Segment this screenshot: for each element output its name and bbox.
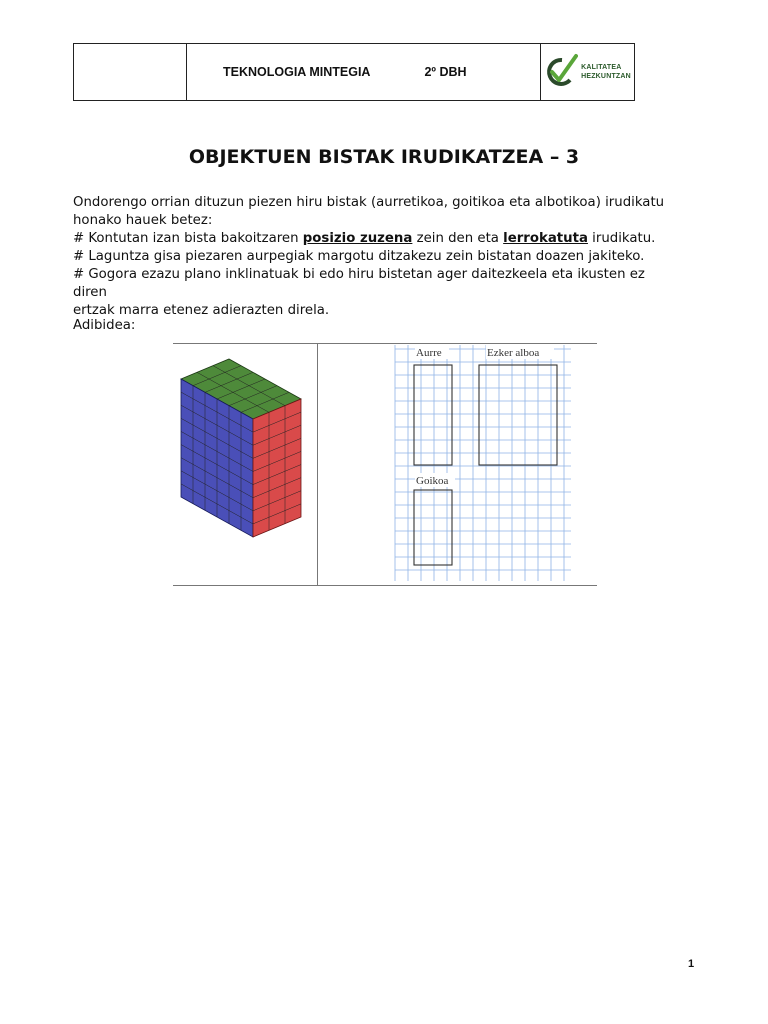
- intro-line-1: Ondorengo orrian dituzun piezen hiru bistak (aurretikoa, goitikoa eta albotikoa) irudikatu: [73, 195, 665, 210]
- page-number: 1: [688, 958, 695, 970]
- label-side-view: Ezker alboa: [487, 347, 540, 359]
- logo-text-line1: KALITATEA: [581, 64, 622, 71]
- isometric-block: [181, 359, 301, 537]
- front-view-frame: [414, 365, 452, 465]
- header-empty-cell: [74, 44, 187, 100]
- bullet-3-line-1: # Gogora ezazu plano inklinatuak bi edo hiru bistetan ager daitezkeela eta ikusten ez diren: [73, 267, 645, 300]
- label-front-view: Aurre: [416, 347, 442, 359]
- header-info-cell: [187, 44, 541, 100]
- bullet-1: [73, 230, 673, 248]
- block-right-face: [253, 399, 301, 537]
- bullet-3-line-2: ertzak marra etenez adierazten direla.: [73, 303, 330, 318]
- logo-cell: [541, 44, 634, 100]
- side-view-frame: [479, 365, 557, 465]
- department-name: TEKNOLOGIA MINTEGIA: [223, 65, 371, 79]
- figure-drawing: [173, 343, 597, 586]
- view-frames: [414, 365, 557, 565]
- header-table: [73, 43, 635, 101]
- logo-text-line2: HEZKUNTZAN: [581, 73, 631, 80]
- bullet-1-emphasis-1: posizio zuzena: [302, 231, 413, 246]
- instructions: [73, 194, 673, 320]
- top-view-frame: [414, 490, 452, 565]
- bullet-1-post: irudikatu.: [587, 231, 656, 246]
- example-label: Adibidea:: [73, 318, 136, 333]
- bullet-1-mid: zein den eta: [412, 231, 504, 246]
- label-top-view: Goikoa: [416, 475, 449, 487]
- bullet-1-pre: # Kontutan izan bista bakoitzaren: [73, 231, 303, 246]
- intro-line-2: honako hauek betez:: [73, 213, 213, 228]
- logo-text: [581, 63, 631, 81]
- check-mark-logo-icon: [544, 52, 578, 92]
- example-figure: [173, 343, 597, 586]
- grade-level: 2º DBH: [424, 65, 467, 79]
- grid-paper: [395, 345, 571, 581]
- bullet-1-emphasis-2: lerrokatuta: [503, 231, 588, 246]
- page-title: OBJEKTUEN BISTAK IRUDIKATZEA – 3: [188, 146, 580, 168]
- bullet-2: # Laguntza gisa piezaren aurpegiak margotu ditzakezu zein bistatan doazen jakiteko.: [73, 249, 645, 264]
